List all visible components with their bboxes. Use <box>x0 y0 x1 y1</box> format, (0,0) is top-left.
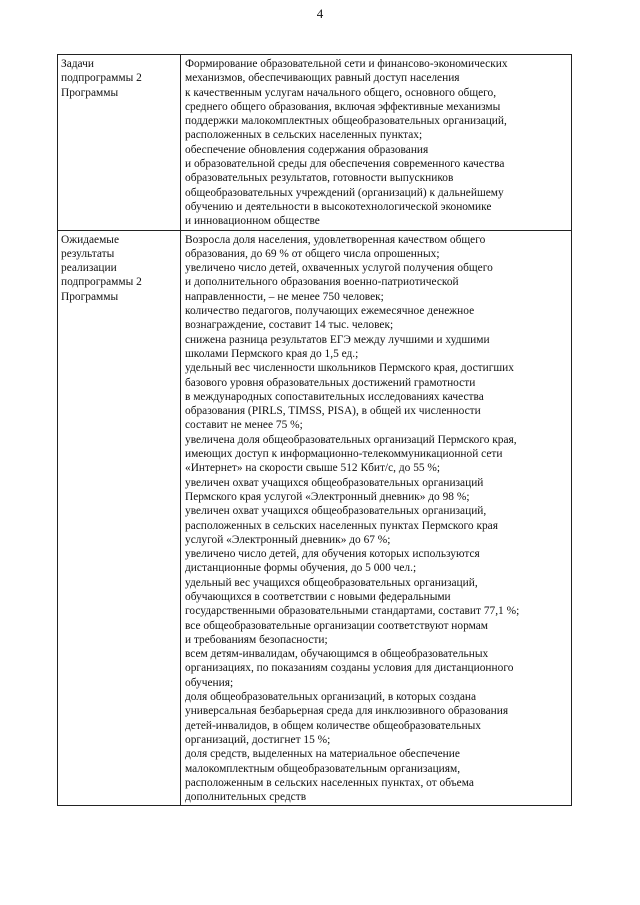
row-content-line: имеющих доступ к информационно-телекоммуникационной сети <box>185 448 503 461</box>
row-content-line: образования, до 69 % от общего числа опрошенных; <box>185 247 440 260</box>
row-content-line: расположенных в сельских населенных пунктах Пермского края <box>185 519 498 532</box>
row-content-line: составит не менее 75 %; <box>185 419 303 432</box>
row-content-line: расположенным в сельских населенных пунктах, от объема <box>185 776 474 789</box>
row-content-line: удельный вес численности школьников Пермского края, достигших <box>185 362 514 375</box>
row-content-line: организаций, достигнет 15 %; <box>185 733 331 746</box>
row-content-line: увеличено число детей, охваченных услугой получения общего <box>185 262 493 275</box>
row-label-line: подпрограммы 2 <box>61 276 142 289</box>
row-content-line: увеличено число детей, для обучения которых используются <box>185 548 480 561</box>
row-content-line: малокомплектным общеобразовательным организациям, <box>185 762 461 775</box>
table-row <box>58 230 572 806</box>
row-label-line: Программы <box>61 290 119 303</box>
row-content-line: обучения; <box>185 676 234 689</box>
row-content-line: детей-инвалидов, в общем количестве общеобразовательных <box>185 719 481 732</box>
row-content-line: организациях, по показаниям созданы условия для дистанционного <box>185 662 514 675</box>
row-content-line: обеспечение обновления содержания образования <box>185 143 429 156</box>
row-content-line: Пермского края услугой «Электронный дневник» до 98 %; <box>185 490 470 503</box>
row-content-line: количество педагогов, получающих ежемесячное денежное <box>185 305 475 318</box>
table-row <box>58 55 572 231</box>
row-content-line: образовательных результатов, готовности выпускников <box>185 172 454 185</box>
row-content-line: дополнительных средств <box>185 791 307 804</box>
row-content-line: «Интернет» на скорости свыше 512 Кбит/с, до 55 %; <box>185 462 441 475</box>
row-content-line: в международных сопоставительных исследованиях качества <box>185 390 484 403</box>
row-content-line: Формирование образовательной сети и финансово-экономических <box>185 58 508 70</box>
row-content-line: доля средств, выделенных на материальное обеспечение <box>185 748 460 761</box>
row-content-line: дистанционные формы обучения, до 5 000 чел.; <box>185 562 417 575</box>
row-label-line: реализации <box>61 262 117 275</box>
row-content-line: обучению и деятельности в высокотехнологической экономике <box>185 200 492 213</box>
row-content-line: и инновационном обществе <box>185 215 320 228</box>
row-label-cell <box>58 55 181 231</box>
row-label-line: Ожидаемые <box>61 233 120 246</box>
row-content-line: универсальная безбарьерная среда для инклюзивного образования <box>185 705 509 718</box>
row-label-line: подпрограммы 2 <box>61 72 142 85</box>
row-content-line: государственными образовательными стандартами, составит 77,1 %; <box>185 605 520 618</box>
row-content-cell <box>181 230 572 806</box>
row-content-cell <box>181 55 572 231</box>
row-content-line: направленности, – не менее 750 человек; <box>185 290 384 303</box>
row-content-line: среднего общего образования, включая эффективные механизмы <box>185 100 501 113</box>
row-content-line: вознаграждение, составит 14 тыс. человек; <box>185 319 394 332</box>
row-label-line: Программы <box>61 86 119 99</box>
row-content-line: и требованиям безопасности; <box>185 633 328 646</box>
row-content-line: услугой «Электронный дневник» до 67 %; <box>185 533 391 546</box>
row-content-line: все общеобразовательные организации соответствуют нормам <box>185 619 489 632</box>
row-content-line: увеличена доля общеобразовательных организаций Пермского края, <box>185 433 517 446</box>
row-content-line: увеличен охват учащихся общеобразовательных организаций <box>185 476 484 489</box>
row-content-line: расположенных в сельских населенных пунктах; <box>185 129 423 142</box>
row-content-line: обучающихся в соответствии с новыми федеральными <box>185 590 451 603</box>
row-content-line: к качественным услугам начального общего, основного общего, <box>185 86 497 99</box>
row-content-line: механизмов, обеспечивающих равный доступ населения <box>185 72 460 85</box>
row-content-line: и дополнительного образования военно-патриотической <box>185 276 459 289</box>
program-table <box>57 54 572 806</box>
row-content-line: и образовательной среды для обеспечения современного качества <box>185 158 505 171</box>
row-content-line: всем детям-инвалидам, обучающимся в общеобразовательных <box>185 648 489 661</box>
row-content-line: удельный вес учащихся общеобразовательных организаций, <box>185 576 478 589</box>
row-label-cell <box>58 230 181 806</box>
row-content-line: школами Пермского края до 1,5 ед.; <box>185 347 359 360</box>
row-label-line: результаты <box>61 247 115 260</box>
row-content-line: увеличен охват учащихся общеобразовательных организаций, <box>185 505 487 518</box>
row-content-line: доля общеобразовательных организаций, в которых создана <box>185 691 477 704</box>
row-content-line: поддержки малокомплектных общеобразовательных организаций, <box>185 115 507 128</box>
row-content-line: образования (PIRLS, TIMSS, PISA), в общей их численности <box>185 405 481 418</box>
row-content-line: снижена разница результатов ЕГЭ между лучшими и худшими <box>185 333 490 346</box>
page-number: 4 <box>316 6 324 21</box>
row-content-line: Возросла доля населения, удовлетворенная качеством общего <box>185 233 486 246</box>
row-content-line: базового уровня образовательных достижений грамотности <box>185 376 476 389</box>
row-content-line: общеобразовательных учреждений (организаций) к дальнейшему <box>185 186 504 199</box>
row-label-line: Задачи <box>61 58 94 70</box>
